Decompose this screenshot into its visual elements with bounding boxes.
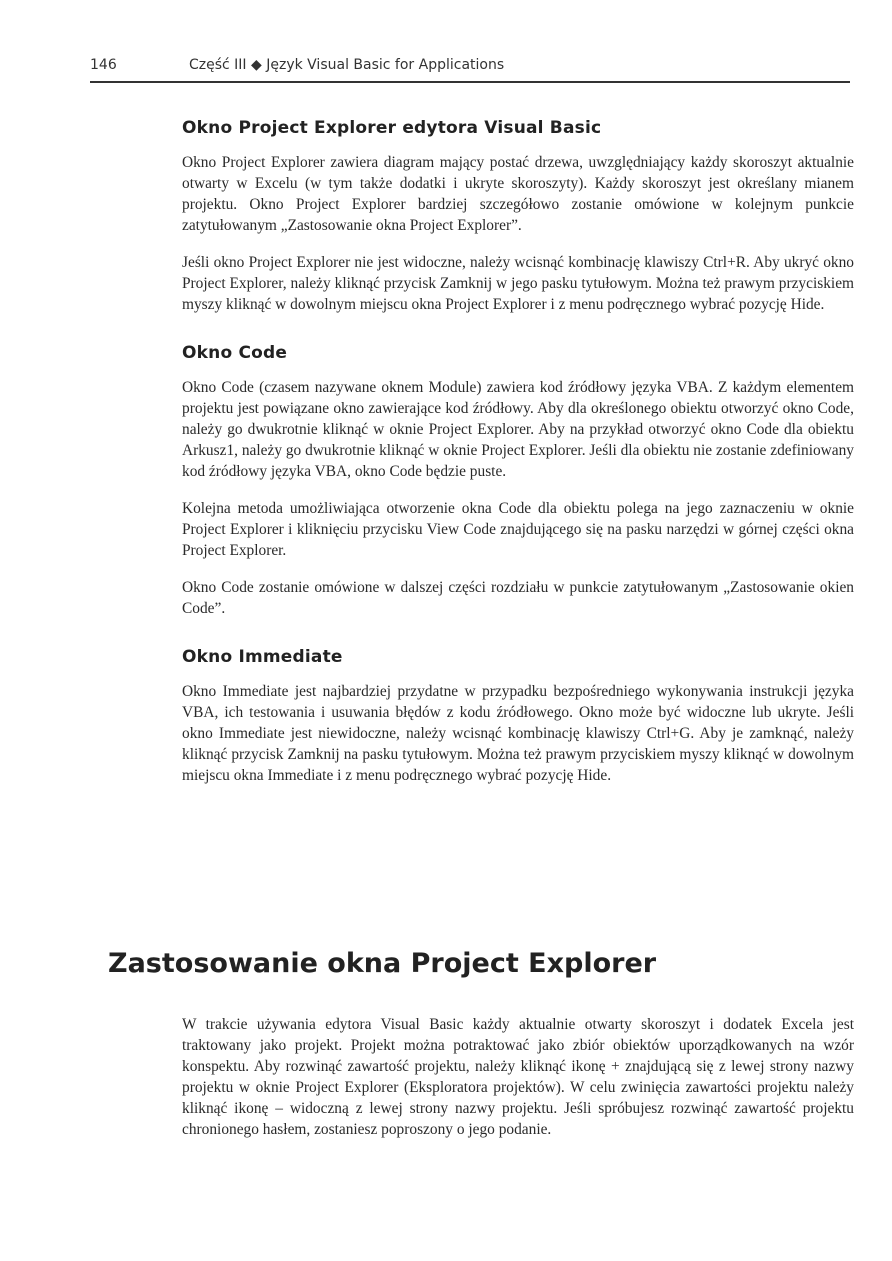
paragraph: Okno Immediate jest najbardziej przydatne w przypadku bezpośredniego wykonywania instrukcji języka VBA, ich testowania i usuwania błędów z kodu źródłowego. Okno może być widoczne lub ukryte. Jeśli okno Immediate jest niewidoczne, należy wcisnąć kombinację klawiszy Ctrl+G. Aby je zamknąć, należy kliknąć przycisk Zamknij na pasku tytułowym. Można też prawym przyciskiem myszy kliknąć w dowolnym miejscu okna Immediate i z menu podręcznego wybrać pozycję Hide. <box>182 683 854 784</box>
section-heading-project-explorer: Okno Project Explorer edytora Visual Basic <box>182 118 602 138</box>
paragraph: Okno Code zostanie omówione w dalszej części rozdziału w punkcie zatytułowanym „Zastosowanie okien Code”. <box>182 579 854 617</box>
paragraph: Jeśli okno Project Explorer nie jest widoczne, należy wcisnąć kombinację klawiszy Ctrl+R. Aby ukryć okno Project Explorer, należy kliknąć przycisk Zamknij w jego pasku tytułowym. Można też prawym przyciskiem myszy kliknąć w dowolnym miejscu okna Project Explorer i z menu podręcznego wybrać pozycję Hide. <box>182 254 854 313</box>
paragraph: Okno Project Explorer zawiera diagram mający postać drzewa, uwzględniający każdy skoroszyt aktualnie otwarty w Excelu (w tym także dodatki i ukryte skoroszyty). Każdy skoroszyt jest określany mianem projektu. Okno Project Explorer bardziej szczegółowo zostanie omówione w kolejnym punkcie zatytułowanym „Zastosowanie okna Project Explorer”. <box>182 154 854 234</box>
page-header <box>90 55 850 83</box>
chapter-content <box>182 1014 854 1156</box>
section-heading-immediate: Okno Immediate <box>182 647 343 667</box>
chapter-heading: Zastosowanie okna Project Explorer <box>108 948 657 979</box>
main-content <box>182 118 854 802</box>
paragraph: Okno Code (czasem nazywane oknem Module) zawiera kod źródłowy języka VBA. Z każdym elementem projektu jest powiązane okno zawierające kod źródłowy. Aby dla określonego obiektu otworzyć okno Code, należy go dwukrotnie kliknąć w oknie Project Explorer. Aby na przykład otworzyć okno Code dla obiektu Arkusz1, należy go dwukrotnie kliknąć w oknie Project Explorer. Jeśli dla obiektu nie zostanie zdefiniowany kod źródłowy języka VBA, okno Code będzie puste. <box>182 379 854 480</box>
running-header-title: Część III ◆ Język Visual Basic for Applications <box>189 57 505 73</box>
page-number: 146 <box>90 57 117 73</box>
section-heading-code: Okno Code <box>182 343 288 363</box>
paragraph: W trakcie używania edytora Visual Basic każdy aktualnie otwarty skoroszyt i dodatek Excela jest traktowany jako projekt. Projekt można potraktować jako zbiór obiektów uporządkowanych na wzór konspektu. Aby rozwinąć zawartość projektu, należy kliknąć ikonę + znajdującą się z lewej strony nazwy projektu w oknie Project Explorer (Eksploratora projektów). W celu zwinięcia zawartości projektu należy kliknąć ikonę – widoczną z lewej strony nazwy projektu. Jeśli spróbujesz rozwinąć zawartość projektu chronionego hasłem, zostaniesz poproszony o jego podanie. <box>182 1016 854 1138</box>
paragraph: Kolejna metoda umożliwiająca otworzenie okna Code dla obiektu polega na jego zaznaczeniu w oknie Project Explorer i kliknięciu przycisku View Code znajdującego się na pasku narzędzi w górnej części okna Project Explorer. <box>182 500 854 559</box>
